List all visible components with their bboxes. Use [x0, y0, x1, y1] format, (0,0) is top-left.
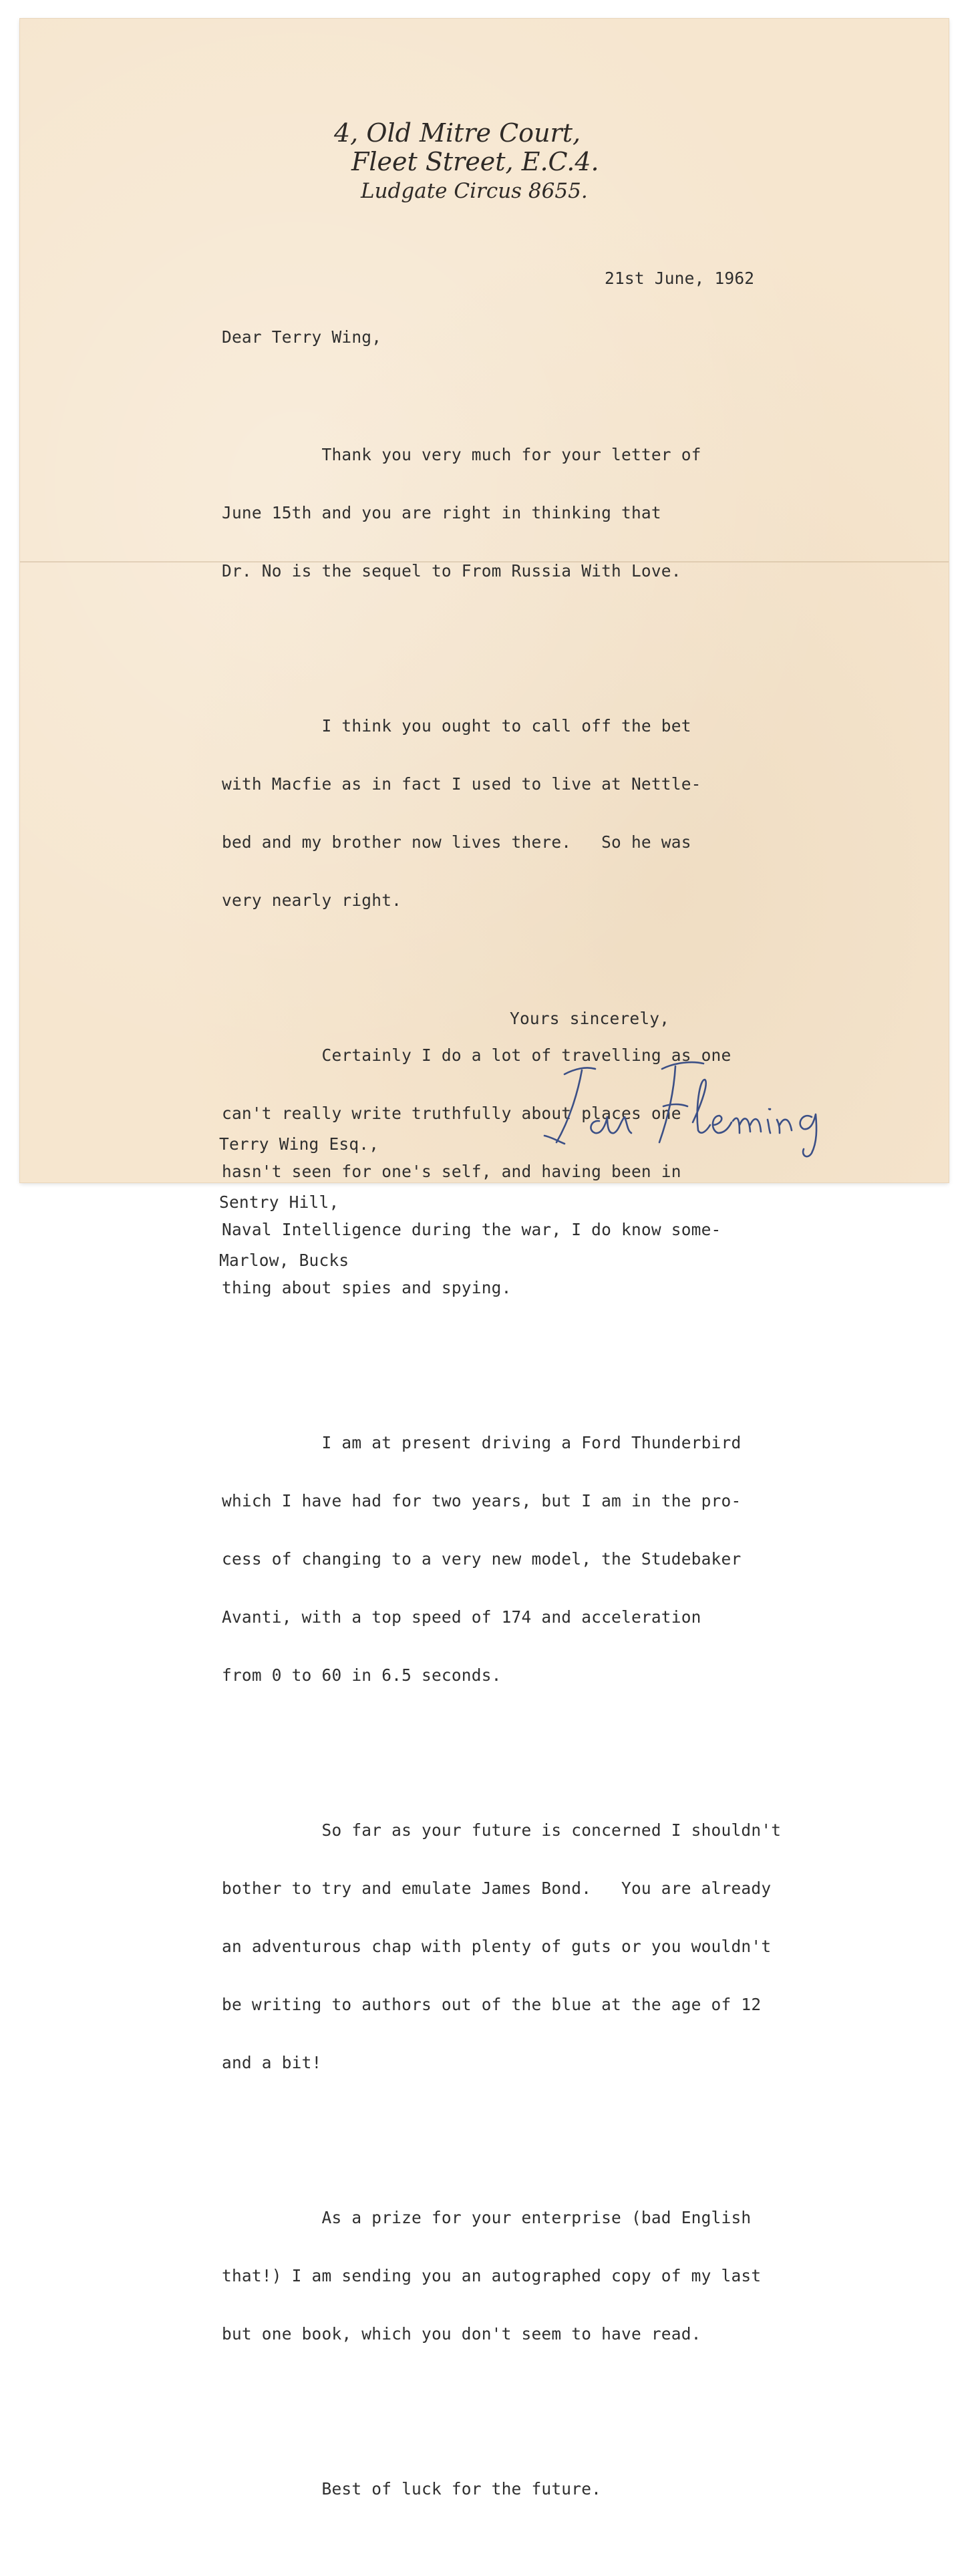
body-line: hasn't seen for one's self, and having been in [222, 1162, 681, 1181]
body-line: can't really write truthfully about places one [222, 1104, 681, 1123]
body-line: which I have had for two years, but I am in the pro- [222, 1491, 742, 1510]
body-line: So far as your future is concerned I shouldn't [222, 1820, 782, 1840]
body-line: that!) I am sending you an autographed copy of my last [222, 2266, 762, 2285]
address-line: Terry Wing Esq., [219, 1134, 379, 1154]
body-line: Thank you very much for your letter of [222, 445, 701, 464]
letter-date: 21st June, 1962 [605, 269, 755, 288]
body-line: but one book, which you don't seem to have read. [222, 2324, 701, 2344]
paragraph [222, 2440, 781, 2537]
closing: Yours sincerely, [510, 1009, 670, 1028]
recipient-address [219, 1096, 379, 1289]
letterhead-phone-line: Ludgate Circus 8655. [361, 179, 588, 204]
address-line: Sentry Hill, [219, 1192, 339, 1212]
body-line: Avanti, with a top speed of 174 and acceleration [222, 1607, 701, 1627]
letter-body [222, 367, 781, 2576]
paragraph [222, 2169, 781, 2382]
letterhead-street-line: Fleet Street, E.C.4. [351, 146, 599, 176]
letterhead [334, 119, 599, 203]
paragraph [222, 1394, 781, 1724]
body-line: with Macfie as in fact I used to live at Nettle- [222, 774, 701, 794]
letterhead-address-line: 4, Old Mitre Court, [334, 118, 581, 148]
body-line: As a prize for your enterprise (bad English [222, 2208, 752, 2227]
body-line: from 0 to 60 in 6.5 seconds. [222, 1665, 502, 1685]
paragraph [222, 677, 781, 949]
body-line: bother to try and emulate James Bond. You are already [222, 1879, 772, 1898]
body-line: very nearly right. [222, 891, 402, 910]
paragraph [222, 1782, 781, 2111]
body-line: Certainly I do a lot of travelling as one [222, 1045, 732, 1065]
handwritten-signature [538, 1042, 872, 1162]
body-line: I am at present driving a Ford Thunderbird [222, 1433, 742, 1452]
salutation: Dear Terry Wing, [222, 327, 382, 347]
body-line: Naval Intelligence during the war, I do know some- [222, 1220, 721, 1239]
body-line: be writing to authors out of the blue at the age of 12 [222, 1995, 762, 2014]
body-line: an adventurous chap with plenty of guts or you wouldn't [222, 1937, 772, 1956]
body-line: thing about spies and spying. [222, 1278, 512, 1297]
body-line: June 15th and you are right in thinking that [222, 503, 661, 522]
body-line: cess of changing to a very new model, the Studebaker [222, 1549, 742, 1569]
address-line: Marlow, Bucks [219, 1251, 349, 1270]
body-line: and a bit! [222, 2053, 322, 2072]
body-line: Dr. No is the sequel to From Russia With Love. [222, 561, 681, 581]
body-line: I think you ought to call off the bet [222, 716, 691, 736]
body-line: Best of luck for the future. [222, 2479, 602, 2499]
paragraph [222, 406, 781, 619]
body-line: bed and my brother now lives there. So he was [222, 832, 691, 852]
